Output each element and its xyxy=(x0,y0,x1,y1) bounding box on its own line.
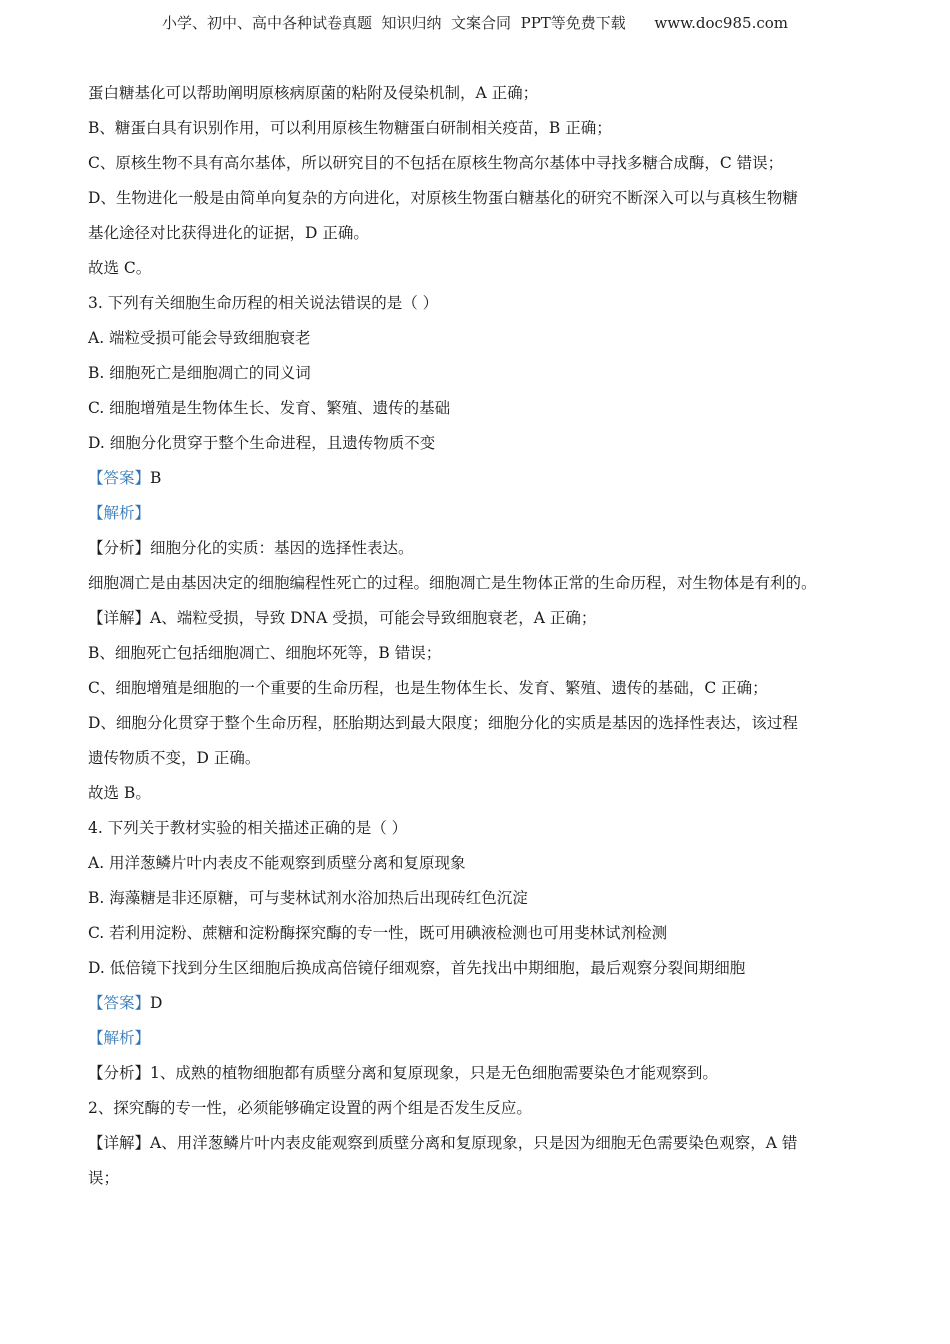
line-text: D、生物进化一般是由简单向复杂的方向进化，对原核生物蛋白糖基化的研究不断深入可以与真核生物糖 xyxy=(88,189,798,207)
text-line xyxy=(88,181,868,216)
line-text: 遗传物质不变，D 正确。 xyxy=(88,749,261,767)
text-line xyxy=(88,846,868,881)
section-tag: 【解析】 xyxy=(88,1029,151,1047)
line-text: 【详解】A、用洋葱鳞片叶内表皮能观察到质壁分离和复原现象，只是因为细胞无色需要染色观察，A 错 xyxy=(88,1134,798,1152)
line-text: A. 端粒受损可能会导致细胞衰老 xyxy=(88,329,311,347)
line-text: 【详解】A、端粒受损，导致 DNA 受损，可能会导致细胞衰老，A 正确； xyxy=(88,609,597,627)
line-text: D. 细胞分化贯穿于整个生命进程，且遗传物质不变 xyxy=(88,434,436,452)
line-text: C. 若利用淀粉、蔗糖和淀粉酶探究酶的专一性，既可用碘液检测也可用斐林试剂检测 xyxy=(88,924,668,942)
text-line xyxy=(88,496,868,531)
text-line xyxy=(88,146,868,181)
page-header: 小学、初中、高中各种试卷真题 知识归纳 文案合同 PPT等免费下载 www.doc985.com xyxy=(161,14,788,32)
text-line xyxy=(88,986,868,1021)
text-line xyxy=(88,951,868,986)
line-text: 基化途径对比获得进化的证据，D 正确。 xyxy=(88,224,369,242)
document-body xyxy=(88,76,868,1196)
line-text: C、细胞增殖是细胞的一个重要的生命历程，也是生物体生长、发育、繁殖、遗传的基础，C 正确； xyxy=(88,679,768,697)
text-line xyxy=(88,706,868,741)
text-line xyxy=(88,76,868,111)
text-line xyxy=(88,1056,868,1091)
line-text: B xyxy=(150,469,162,487)
text-line xyxy=(88,531,868,566)
line-text: 【分析】细胞分化的实质：基因的选择性表达。 xyxy=(88,539,414,557)
text-line xyxy=(88,566,868,601)
text-line xyxy=(88,1126,868,1161)
text-line xyxy=(88,916,868,951)
line-text: B. 海藻糖是非还原糖，可与斐林试剂水浴加热后出现砖红色沉淀 xyxy=(88,889,528,907)
text-line xyxy=(88,881,868,916)
text-line xyxy=(88,811,868,846)
text-line xyxy=(88,601,868,636)
line-text: 2、探究酶的专一性，必须能够确定设置的两个组是否发生反应。 xyxy=(88,1099,532,1117)
line-text: 故选 C。 xyxy=(88,259,152,277)
line-text: D. 低倍镜下找到分生区细胞后换成高倍镜仔细观察，首先找出中期细胞，最后观察分裂间期细胞 xyxy=(88,959,746,977)
line-text: D、细胞分化贯穿于整个生命历程，胚胎期达到最大限度；细胞分化的实质是基因的选择性表达，该过程 xyxy=(88,714,798,732)
text-line xyxy=(88,636,868,671)
text-line xyxy=(88,216,868,251)
line-text: B、糖蛋白具有识别作用，可以利用原核生物糖蛋白研制相关疫苗，B 正确； xyxy=(88,119,612,137)
text-line xyxy=(88,741,868,776)
text-line xyxy=(88,251,868,286)
line-text: 3. 下列有关细胞生命历程的相关说法错误的是（ ） xyxy=(88,294,439,312)
line-text: A. 用洋葱鳞片叶内表皮不能观察到质壁分离和复原现象 xyxy=(88,854,466,872)
line-text: B、细胞死亡包括细胞凋亡、细胞坏死等，B 错误； xyxy=(88,644,442,662)
text-line xyxy=(88,286,868,321)
line-text: 故选 B。 xyxy=(88,784,151,802)
text-line xyxy=(88,671,868,706)
line-text: 蛋白糖基化可以帮助阐明原核病原菌的粘附及侵染机制，A 正确； xyxy=(88,84,539,102)
section-tag: 【解析】 xyxy=(88,504,151,522)
text-line xyxy=(88,321,868,356)
text-line xyxy=(88,1161,868,1196)
text-line xyxy=(88,1091,868,1126)
text-line xyxy=(88,391,868,426)
line-text: 细胞凋亡是由基因决定的细胞编程性死亡的过程。细胞凋亡是生物体正常的生命历程，对生物体是有利的。 xyxy=(88,574,817,592)
line-text: B. 细胞死亡是细胞凋亡的同义词 xyxy=(88,364,311,382)
text-line xyxy=(88,776,868,811)
text-line xyxy=(88,426,868,461)
text-line xyxy=(88,1021,868,1056)
text-line xyxy=(88,356,868,391)
line-text: C. 细胞增殖是生物体生长、发育、繁殖、遗传的基础 xyxy=(88,399,451,417)
line-text: 误； xyxy=(88,1169,120,1187)
line-text: D xyxy=(150,994,163,1012)
section-tag: 【答案】 xyxy=(88,469,151,487)
text-line xyxy=(88,461,868,496)
line-text: 4. 下列关于教材实验的相关描述正确的是（ ） xyxy=(88,819,408,837)
line-text: 【分析】1、成熟的植物细胞都有质壁分离和复原现象，只是无色细胞需要染色才能观察到。 xyxy=(88,1064,718,1082)
text-line xyxy=(88,111,868,146)
section-tag: 【答案】 xyxy=(88,994,151,1012)
line-text: C、原核生物不具有高尔基体，所以研究目的不包括在原核生物高尔基体中寻找多糖合成酶，C 错误； xyxy=(88,154,784,172)
